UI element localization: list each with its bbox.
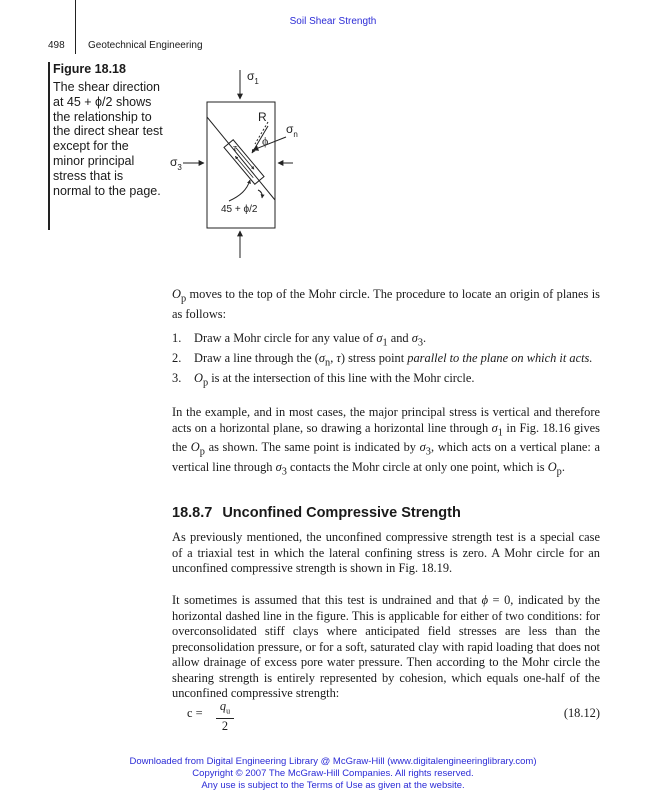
section-heading [172, 505, 461, 521]
sigma1-label: $\sigma_1$ [247, 69, 259, 86]
equation-fraction [216, 699, 234, 733]
rotation-arrow [229, 180, 250, 201]
equation-numerator: $q_u$ [216, 699, 234, 719]
paragraph-example: In the example, and in most cases, the major principal stress is vertical and therefore acts on a horizontal plane, so drawing a horizontal line through $\sigma_1$ in Fig. 18.16 gives the $O_p$ as shown. The same point is indicated by $\sigma_3$, which acts on a vertical plane: a vertical line through $\sigma_3$ contacts the Mohr circle at only one point, which is $O_p$. [172, 405, 600, 478]
list-item [172, 371, 600, 391]
paragraph-origin-of-planes: $O_p$ moves to the top of the Mohr circle. The procedure to locate an origin of planes is as follows: [172, 287, 600, 321]
stress-element-diagram [165, 60, 305, 270]
book-title: Geotechnical Engineering [88, 40, 203, 51]
list-item-number: 2. [172, 350, 182, 365]
figure-caption: The shear direction at 45 + ϕ/2 shows the relationship to the direct shear test except for the minor principal stress that is normal to the page. [53, 80, 163, 198]
paragraph-unconfined-intro: As previously mentioned, the unconfined compressive strength test is a special case of a triaxial test in which the lateral confining stress is zero. A Mohr circle for an unconfined compressive strength is shown in Fig. 18.19. [172, 530, 600, 575]
list-item-number: 3. [172, 370, 182, 385]
equation-number: (18.12) [563, 706, 600, 720]
equation-lhs: c = [187, 706, 203, 720]
list-item [172, 351, 600, 371]
footer [0, 756, 666, 792]
header-rule [75, 0, 76, 54]
angle-label: 45 + ϕ/2 [221, 204, 258, 215]
phi-label: ϕ [262, 134, 269, 148]
sigma-n-label: $\sigma_n$ [286, 122, 298, 139]
page-number: 498 [48, 40, 65, 51]
list-item-text: Draw a Mohr circle for any value of $\sigma_1$ and $\sigma_3$. [194, 331, 427, 349]
procedure-list [172, 331, 600, 391]
equation-18-12 [172, 700, 600, 734]
list-item [172, 331, 600, 351]
paragraph-undrained-assumption: It sometimes is assumed that this test is undrained and that ϕ = 0, indicated by the horizontal dashed line in the figure. This is applicable for either of two conditions: for overconsolidated stiff clays where anticipated field stresses are less than the preconsolidation pressure, or for a soft, saturated clay with rapid loading that does not allow drainage of excess pore water pressure. Then according to the Mohr circle the shearing strength is entirely represented by cohesion, which equals one-half of the unconfined compressive strength: [172, 593, 600, 700]
footer-copyright: Copyright © 2007 The McGraw-Hill Companies. All rights reserved. [192, 768, 474, 779]
angle-arc [258, 190, 262, 198]
figure-caption-rule [48, 62, 50, 230]
sigma3-label: $\sigma_3$ [170, 155, 182, 172]
section-number: 18.8.7 [172, 505, 213, 521]
footer-terms-link[interactable]: Any use is subject to the Terms of Use as given at the website. [201, 780, 465, 791]
equation-denominator: 2 [221, 719, 229, 734]
failure-plane-line [207, 117, 275, 200]
list-item-text: $O_p$ is at the intersection of this line with the Mohr circle. [194, 370, 475, 389]
running-head: Soil Shear Strength [289, 16, 377, 27]
tau-label: τ [233, 142, 237, 154]
list-item-number: 1. [172, 331, 182, 345]
figure-title: Figure 18.18 [53, 62, 126, 76]
footer-download-link[interactable]: Downloaded from Digital Engineering Library @ McGraw-Hill (www.digitalengineeringlibrary.com) [129, 756, 537, 767]
list-item-text: Draw a line through the ($\sigma_n$, τ) stress point parallel to the plane on which it acts. [194, 350, 593, 369]
section-title: Unconfined Compressive Strength [222, 505, 461, 521]
resultant-label: R [258, 110, 267, 124]
